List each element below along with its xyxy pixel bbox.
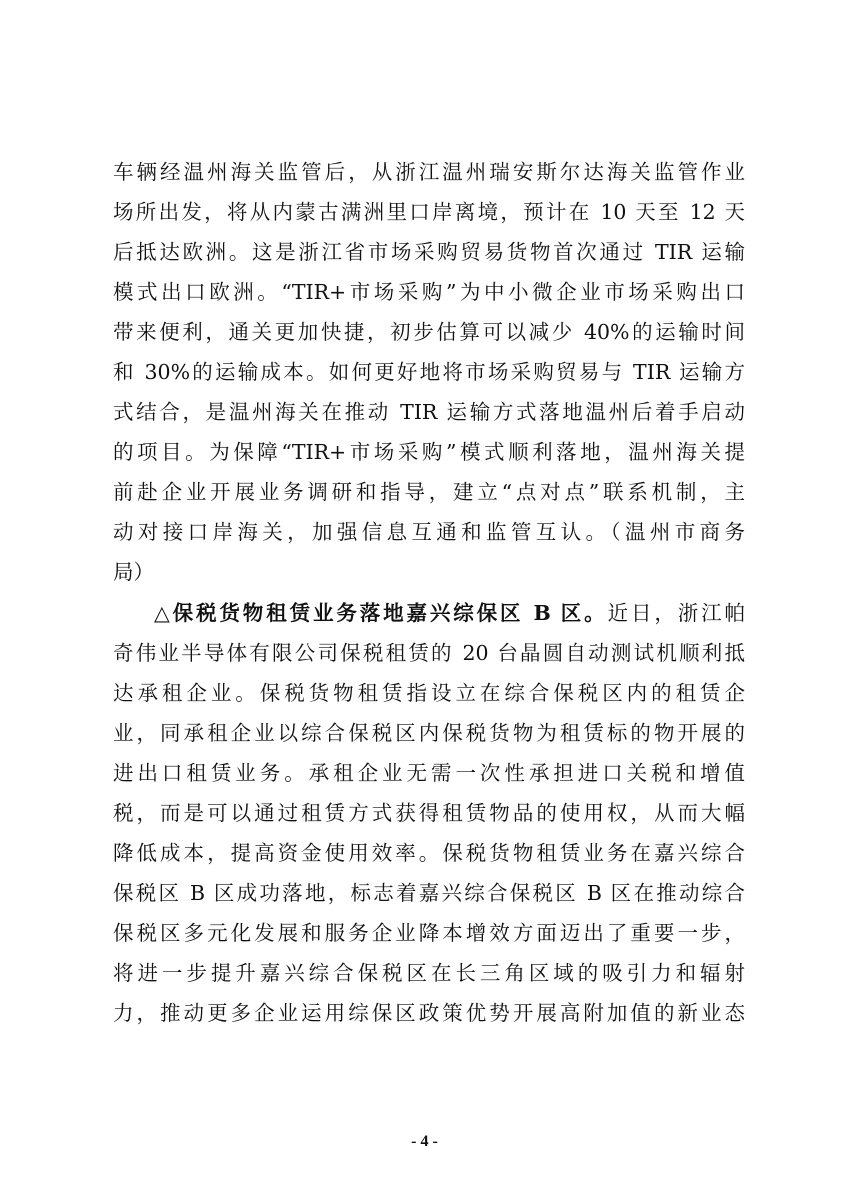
text-line: 保税区多元化发展和服务企业降本增效方面迈出了重要一步， (113, 921, 745, 945)
text-line: 保税区 B 区成功落地，标志着嘉兴综合保税区 B 区在推动综合 (113, 881, 745, 905)
text-line: 将进一步提升嘉兴综合保税区在长三角区域的吸引力和辐射 (113, 961, 745, 985)
paragraph-bonded-leasing (113, 593, 745, 1033)
text-line: 达承租企业。保税货物租赁指设立在综合保税区内的租赁企 (113, 681, 745, 705)
text-line: 前赴企业开展业务调研和指导，建立“点对点”联系机制，主 (113, 480, 745, 504)
text-line: 进出口租赁业务。承租企业无需一次性承担进口关税和增值 (113, 761, 745, 785)
text-line: 动对接口岸海关，加强信息互通和监管互认。（温州市商务 (113, 520, 745, 544)
text-line: 业，同承租企业以综合保税区内保税货物为租赁标的物开展的 (113, 721, 745, 745)
text-line: 奇伟业半导体有限公司保税租赁的 20 台晶圆自动测试机顺利抵 (113, 641, 745, 665)
text-line: 后抵达欧洲。这是浙江省市场采购贸易货物首次通过 TIR 运输 (113, 240, 745, 264)
heading-line-rest: 近日，浙江帕 (607, 601, 746, 625)
text-line: 车辆经温州海关监管后，从浙江温州瑞安斯尔达海关监管作业 (113, 160, 745, 184)
text-line: 的项目。为保障“TIR+市场采购”模式顺利落地，温州海关提 (113, 440, 745, 464)
text-line: 场所出发，将从内蒙古满洲里口岸离境，预计在 10 天至 12 天 (113, 200, 745, 224)
text-line: 税，而是可以通过租赁方式获得租赁物品的使用权，从而大幅 (113, 801, 745, 825)
text-line: 式结合，是温州海关在推动 TIR 运输方式落地温州后着手启动 (113, 400, 745, 424)
paragraph-tir-market-procurement (113, 152, 745, 592)
page-number: - 4 - (411, 1133, 438, 1150)
text-line: 力，推动更多企业运用综保区政策优势开展高附加值的新业态 (113, 1001, 745, 1025)
heading-line (113, 593, 745, 633)
text-line: 模式出口欧洲。“TIR+市场采购”为中小微企业市场采购出口 (113, 280, 745, 304)
text-line: 和 30%的运输成本。如何更好地将市场采购贸易与 TIR 运输方 (113, 360, 745, 384)
text-line: 带来便利，通关更加快捷，初步估算可以减少 40%的运输时间 (113, 320, 745, 344)
text-line: 降低成本，提高资金使用效率。保税货物租赁业务在嘉兴综合 (113, 841, 745, 865)
section-heading: △保税货物租赁业务落地嘉兴综保区 B 区。 (154, 601, 608, 625)
text-line: 局） (113, 560, 154, 584)
